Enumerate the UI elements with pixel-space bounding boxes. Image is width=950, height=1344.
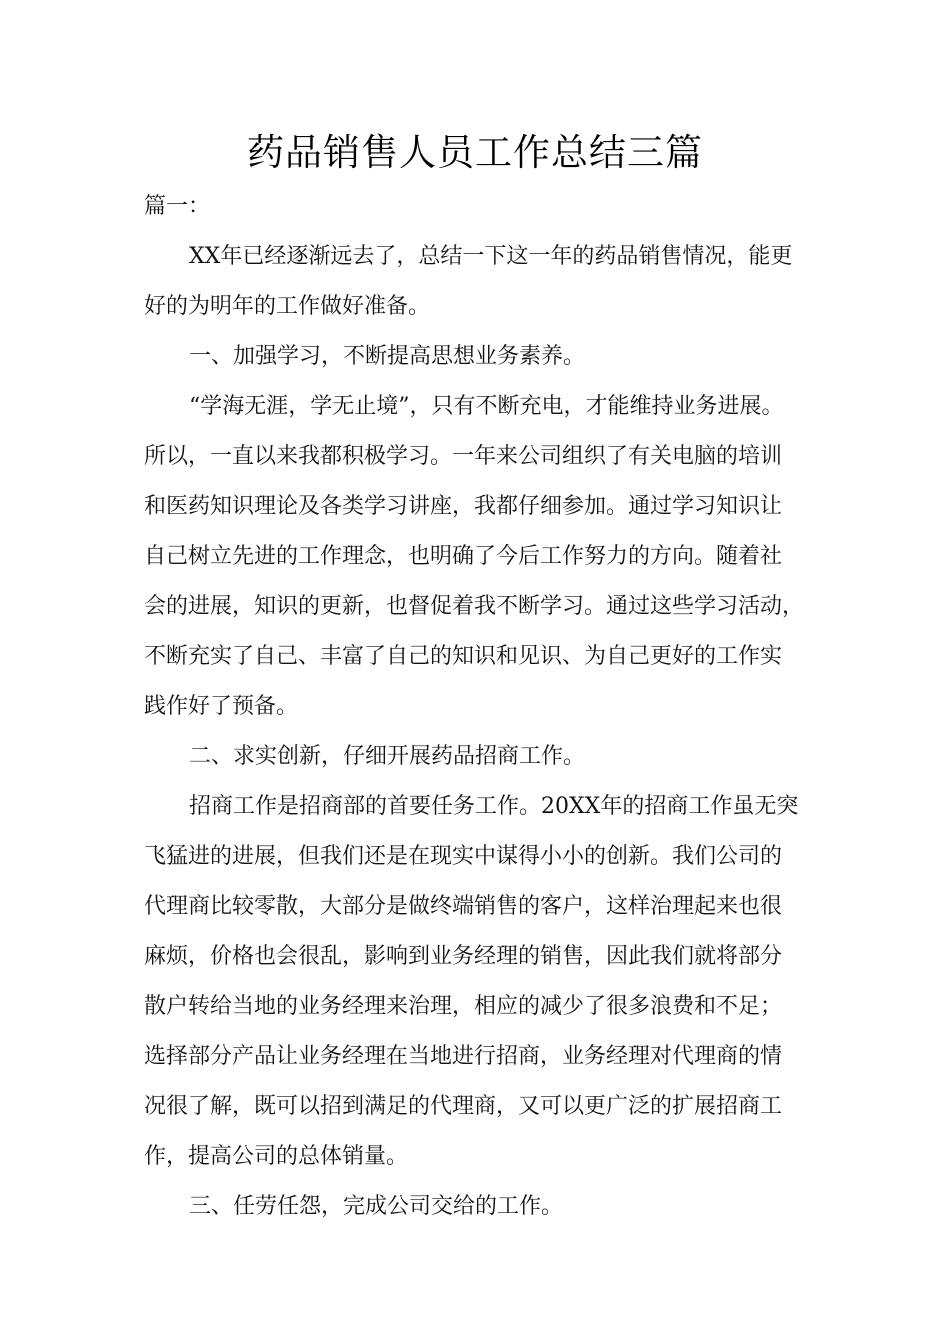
text-line: 和医药知识理论及各类学习讲座，我都仔细参加。通过学习知识让 (144, 494, 783, 519)
text-line: 一、加强学习，不断提高思想业务素养。 (189, 344, 586, 369)
text-line: 所以，一直以来我都积极学习。一年来公司组织了有关电脑的培训 (144, 444, 783, 469)
text-line: 麻烦，价格也会很乱，影响到业务经理的销售，因此我们就将部分 (144, 944, 783, 969)
text-line: 散户转给当地的业务经理来治理，相应的减少了很多浪费和不足； (144, 994, 783, 1019)
text-line: 二、求实创新，仔细开展药品招商工作。 (189, 744, 586, 769)
text-line: 招商工作是招商部的首要任务工作。20XX年的招商工作虽无突 (189, 794, 799, 819)
text-line: 不断充实了自己、丰富了自己的知识和见识、为自己更好的工作实 (144, 644, 783, 669)
text-line: 好的为明年的工作做好准备。 (144, 294, 431, 319)
text-line: XX年已经逐渐远去了，总结一下这一年的药品销售情况，能更 (189, 244, 793, 269)
text-line: 作，提高公司的总体销量。 (144, 1144, 409, 1169)
document-body (144, 182, 834, 1232)
text-line: 自己树立先进的工作理念，也明确了今后工作努力的方向。随着社 (144, 544, 783, 569)
text-line: 会的进展，知识的更新，也督促着我不断学习。通过这些学习活动， (144, 594, 805, 619)
document-title: 药品销售人员工作总结三篇 (247, 131, 703, 174)
text-line: 篇一： (144, 194, 211, 219)
text-line: 践作好了预备。 (144, 694, 299, 719)
text-line: 三、任劳任怨，完成公司交给的工作。 (189, 1194, 564, 1219)
text-line: 选择部分产品让业务经理在当地进行招商，业务经理对代理商的情 (144, 1044, 783, 1069)
text-line: 飞猛进的进展，但我们还是在现实中谋得小小的创新。我们公司的 (144, 844, 783, 869)
text-line: 况很了解，既可以招到满足的代理商，又可以更广泛的扩展招商工 (144, 1094, 783, 1119)
text-line: 代理商比较零散，大部分是做终端销售的客户，这样治理起来也很 (144, 894, 783, 919)
text-line: “学海无涯，学无止境”，只有不断充电，才能维持业务进展。 (189, 394, 784, 419)
